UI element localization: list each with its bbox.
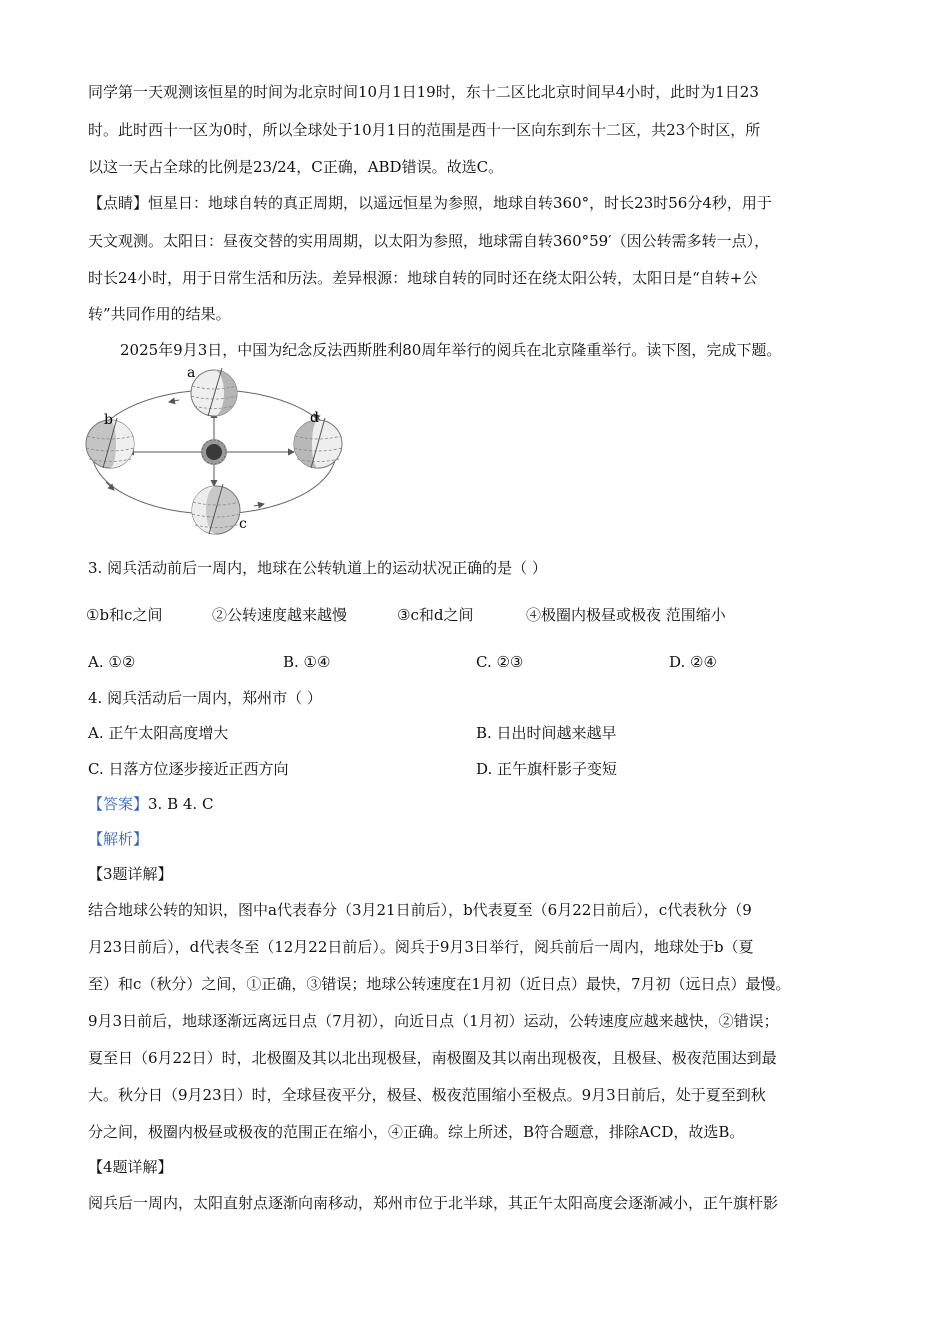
q3-statement-4: ④极圈内极昼或极夜 范围缩小 — [526, 606, 726, 624]
detail3-line-7: 分之间，极圈内极昼或极夜的范围正在缩小，④正确。综上所述，B符合题意，排除ACD，故选B。 — [88, 1123, 745, 1141]
detail3-line-6: 大。秋分日（9月23日）时，全球昼夜平分，极昼、极夜范围缩小至极点。9月3日前后，处于夏至到秋 — [88, 1086, 766, 1104]
detail3-line-4: 9月3日前后，地球逐渐远离远日点（7月初），向近日点（1月初）运动，公转速度应越来越快，②错误； — [88, 1012, 779, 1030]
intro-line-3: 以这一天占全球的比例是23/24，C正确，ABD错误。故选C。 — [88, 158, 504, 176]
sun-icon — [201, 439, 227, 465]
label-b: b — [104, 412, 113, 428]
q3-option-b: B. ①④ — [283, 653, 331, 671]
q3-statement-1: ①b和c之间 — [86, 606, 163, 624]
material-text: 2025年9月3日，中国为纪念反法西斯胜利80周年举行的阅兵在北京隆重举行。读下图，完成下题。 — [120, 341, 782, 359]
answer-label: 【答案】 — [88, 795, 149, 813]
earth-a-icon — [191, 368, 237, 416]
q4-option-a: A. 正午太阳高度增大 — [88, 724, 229, 742]
q3-option-c: C. ②③ — [476, 653, 524, 671]
q4-option-c: C. 日落方位逐步接近正西方向 — [88, 760, 289, 778]
answer-line — [88, 794, 213, 814]
answer-text: 3. B 4. C — [148, 795, 214, 813]
detail3-line-2: 月23日前后），d代表冬至（12月22日前后）。阅兵于9月3日举行，阅兵前后一周内，地球处于b（夏 — [88, 938, 754, 956]
label-d: d — [310, 410, 319, 426]
q4-option-b: B. 日出时间越来越早 — [476, 724, 617, 742]
detail4-title: 【4题详解】 — [88, 1158, 173, 1176]
q3-stem: 3. 阅兵活动前后一周内，地球在公转轨道上的运动状况正确的是（ ） — [88, 559, 547, 577]
orbit-arrow — [169, 400, 179, 402]
q4-stem: 4. 阅兵活动后一周内，郑州市（ ） — [88, 689, 322, 707]
detail4-line-1: 阅兵后一周内，太阳直射点逐渐向南移动，郑州市位于北半球，其正午太阳高度会逐渐减小，正午旗杆影 — [88, 1194, 779, 1212]
orbit-figure — [84, 364, 349, 544]
orbit-arrow — [106, 482, 114, 490]
q3-option-a: A. ①② — [88, 653, 136, 671]
tip-label: 【点睛】 — [88, 194, 149, 212]
q3-statement-3: ③c和d之间 — [397, 606, 474, 624]
analysis-label: 【解析】 — [88, 830, 149, 848]
earth-c-icon — [192, 484, 240, 534]
detail3-line-3: 至）和c（秋分）之间，①正确，③错误；地球公转速度在1月初（近日点）最快，7月初（远日点）最慢。 — [88, 975, 791, 993]
orbit-arrow — [254, 504, 264, 506]
label-a: a — [187, 365, 196, 381]
detail3-line-1: 结合地球公转的知识，图中a代表春分（3月21日前后），b代表夏至（6月22日前后），c代表秋分（9 — [88, 901, 752, 919]
tip-line-2: 天文观测。太阳日：昼夜交替的实用周期，以太阳为参照，地球需自转360°59′（因公转需多转一点）， — [88, 232, 770, 250]
label-c: c — [239, 516, 247, 532]
q3-option-d: D. ②④ — [669, 653, 717, 671]
tip-text-1: 恒星日：地球自转的真正周期，以遥远恒星为参照，地球自转360°，时长23时56分4秒，用于 — [148, 194, 772, 212]
q3-statement-2: ②公转速度越来越慢 — [212, 606, 348, 624]
tip-line-1 — [88, 193, 772, 213]
intro-line-1: 同学第一天观测该恒星的时间为北京时间10月1日19时，东十二区比北京时间早4小时，此时为1日23 — [88, 83, 759, 101]
q4-option-d: D. 正午旗杆影子变短 — [476, 760, 618, 778]
detail3-title: 【3题详解】 — [88, 865, 173, 883]
tip-line-4: 转”共同作用的结果。 — [88, 305, 231, 323]
tip-line-3: 时长24小时，用于日常生活和历法。差异根源：地球自转的同时还在绕太阳公转，太阳日是“自转+公 — [88, 269, 758, 287]
intro-line-2: 时。此时西十一区为0时，所以全球处于10月1日的范围是西十一区向东到东十二区，共23个时区，所 — [88, 121, 761, 139]
detail3-line-5: 夏至日（6月22日）时，北极圈及其以北出现极昼，南极圈及其以南出现极夜，且极昼、极夜范围达到最 — [88, 1049, 777, 1067]
